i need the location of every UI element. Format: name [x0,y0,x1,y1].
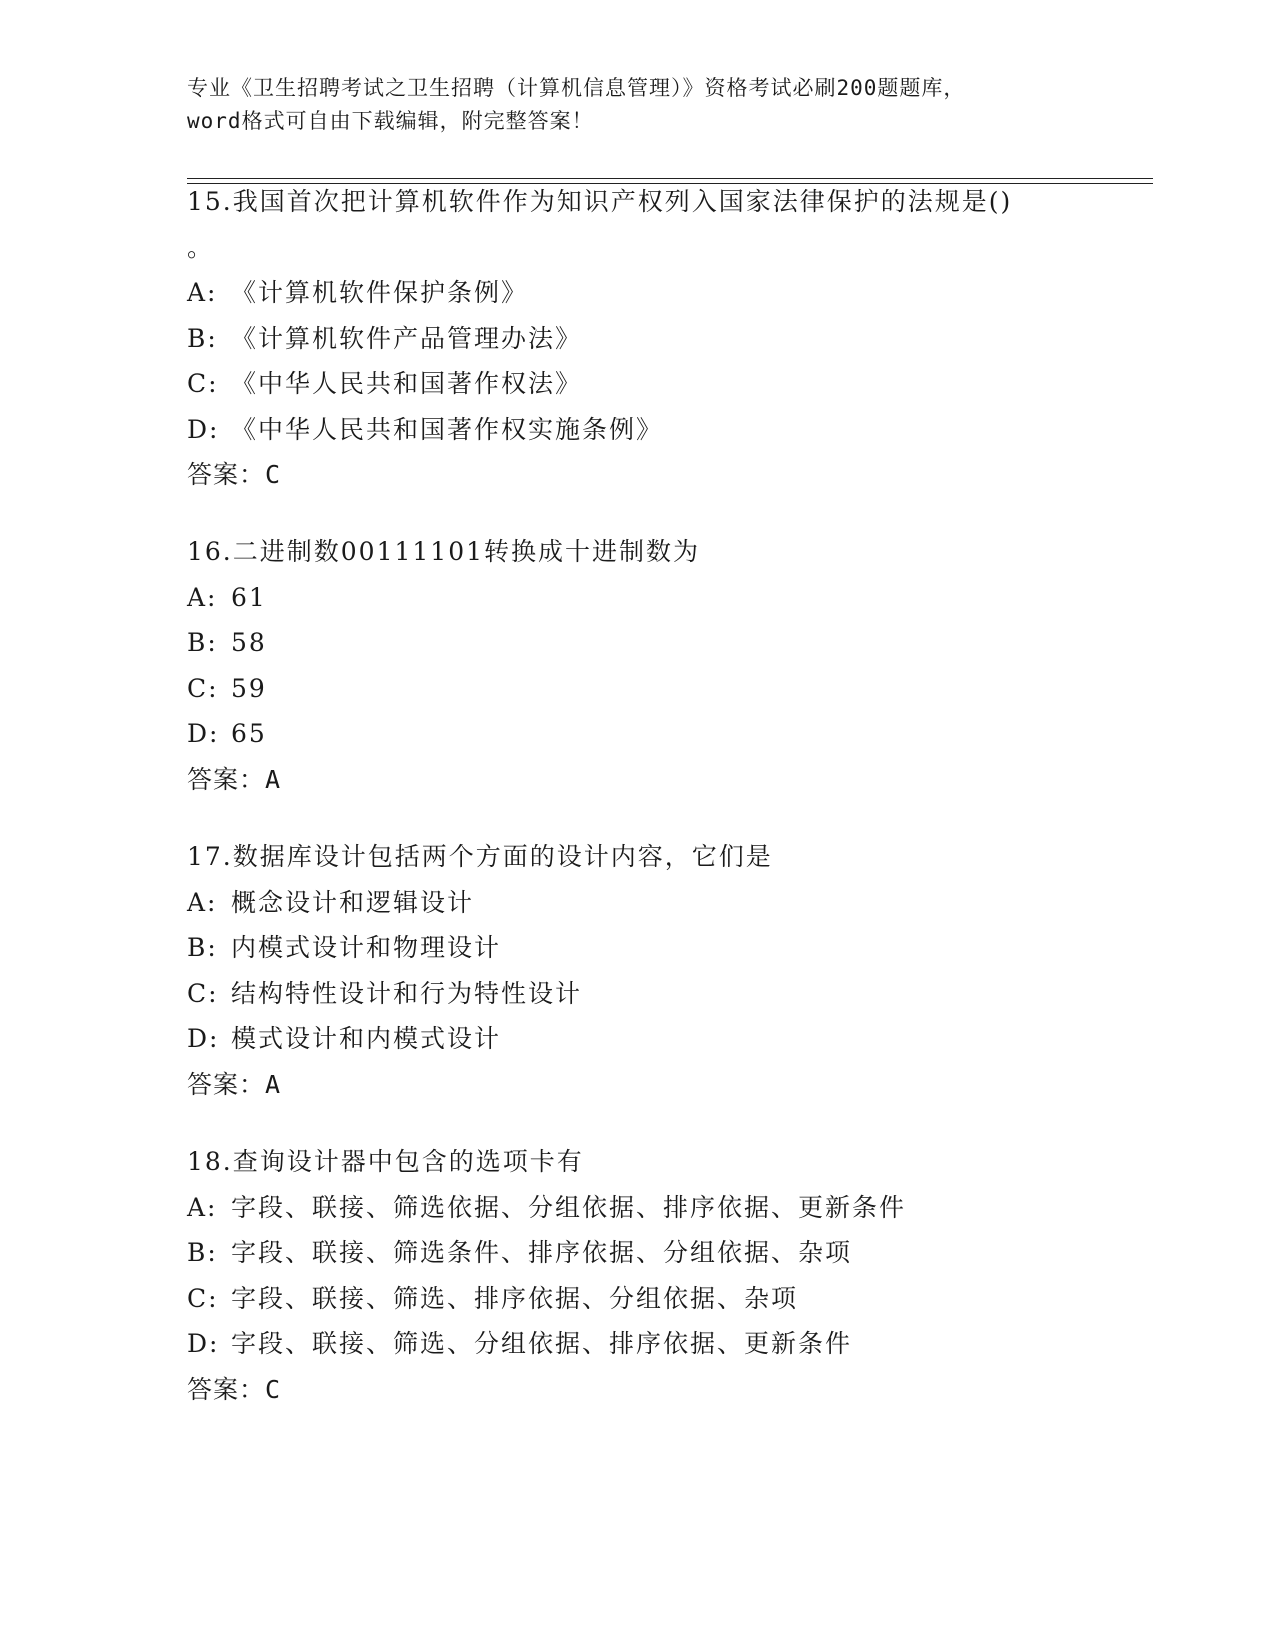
question-stem: 17.数据库设计包括两个方面的设计内容，它们是 [187,842,773,871]
option-d [187,711,1087,757]
option-text: 《计算机软件保护条例》 [231,278,529,307]
option-key: B: [187,323,218,353]
question-17 [187,834,1087,1107]
option-text: 结构特性设计和行为特性设计 [231,978,583,1008]
option-c [187,971,1087,1017]
option-text: 61 [231,582,267,612]
option-d [187,407,1087,453]
option-d [187,1016,1087,1062]
option-key: D: [187,719,220,748]
option-key: A: [187,278,218,307]
option-text: 58 [231,628,267,657]
option-key: A: [187,887,218,917]
option-a [187,270,1087,316]
document-header [187,72,1087,138]
option-key: D: [187,1329,220,1358]
option-key: C: [187,1283,219,1313]
option-b [187,1230,1087,1276]
option-text: 65 [231,719,267,748]
option-text: 《计算机软件产品管理办法》 [231,323,583,353]
option-text: 《中华人民共和国著作权法》 [231,369,583,398]
option-text: 概念设计和逻辑设计 [231,887,475,917]
question-stem-continuation: 。 [187,232,215,262]
option-c [187,666,1087,712]
option-d [187,1321,1087,1367]
option-key: D: [187,414,220,444]
option-b [187,316,1087,362]
option-a [187,1185,1087,1231]
option-text: 模式设计和内模式设计 [231,1024,502,1053]
option-text: 字段、联接、筛选、分组依据、排序依据、更新条件 [231,1329,853,1358]
question-18 [187,1139,1087,1412]
option-b [187,620,1087,666]
question-16 [187,529,1087,802]
question-stem: 15.我国首次把计算机软件作为知识产权列入国家法律保护的法规是() [187,187,1013,216]
option-b [187,925,1087,971]
option-text: 字段、联接、筛选依据、分组依据、排序依据、更新条件 [231,1192,907,1222]
option-key: C: [187,978,219,1008]
option-key: D: [187,1024,220,1053]
option-text: 字段、联接、筛选、排序依据、分组依据、杂项 [231,1283,799,1313]
option-c [187,1276,1087,1322]
option-text: 内模式设计和物理设计 [231,933,502,962]
option-a [187,575,1087,621]
option-key: A: [187,1192,218,1222]
header-line-1: 专业《卫生招聘考试之卫生招聘（计算机信息管理）》资格考试必刷200题题库， [187,76,966,100]
question-stem: 18.查询设计器中包含的选项卡有 [187,1147,584,1176]
option-key: B: [187,1238,218,1267]
option-text: 59 [231,673,267,703]
question-15 [187,179,1087,498]
answer: 答案：C [187,1374,282,1404]
option-key: C: [187,673,219,703]
answer: 答案：C [187,460,282,489]
option-a [187,880,1087,926]
option-key: B: [187,628,218,657]
question-stem: 16.二进制数00111101转换成十进制数为 [187,537,701,566]
option-text: 《中华人民共和国著作权实施条例》 [231,414,664,444]
option-key: B: [187,933,218,962]
option-key: C: [187,369,219,398]
header-line-2: word格式可自由下载编辑，附完整答案！ [187,109,594,133]
answer: 答案：A [187,764,282,794]
option-c [187,361,1087,407]
option-text: 字段、联接、筛选条件、排序依据、分组依据、杂项 [231,1238,853,1267]
option-key: A: [187,582,218,612]
answer: 答案：A [187,1069,282,1099]
